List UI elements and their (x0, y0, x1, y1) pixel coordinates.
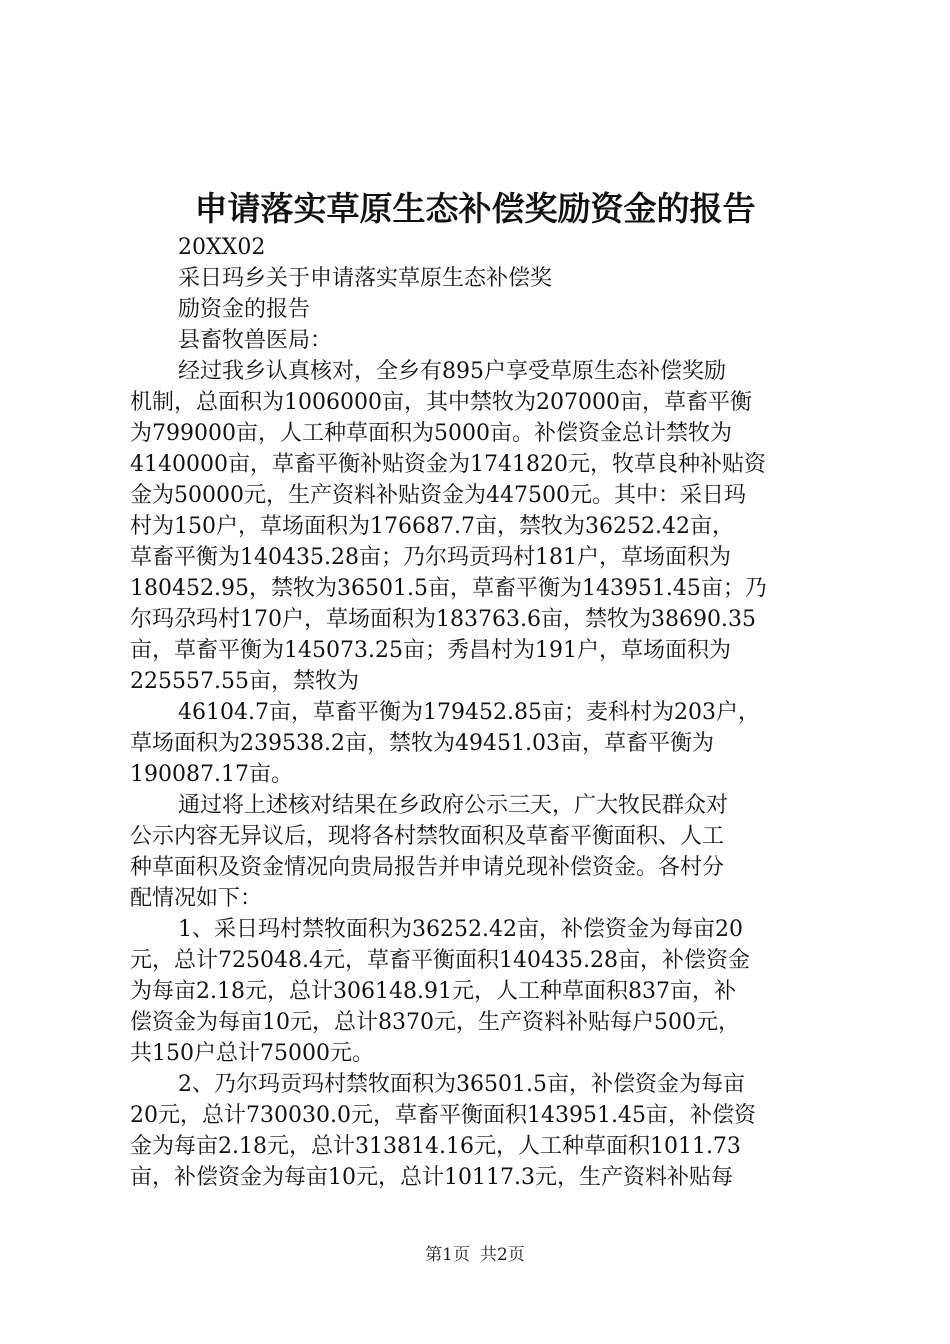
document-body (130, 232, 830, 1193)
body-line: 180452.95，禁牧为36501.5亩，草畜平衡为143951.45亩；乃 (130, 576, 767, 601)
body-line: 4140000亩，草畜平衡补贴资金为1741820元，牧草良种补贴资 (130, 452, 766, 477)
body-line: 46104.7亩，草畜平衡为179452.85亩；麦科村为203户， (178, 700, 760, 725)
document-title: 申请落实草原生态补偿奖励资金的报告 (194, 189, 756, 228)
body-line: 村为150户，草场面积为176687.7亩，禁牧为36252.42亩， (130, 514, 734, 539)
body-line: 励资金的报告 (178, 297, 311, 322)
body-line: 亩，补偿资金为每亩10元，总计10117.3元，生产资料补贴每 (130, 1165, 733, 1190)
page-number-current: 第1页 (425, 1245, 470, 1265)
body-line: 县畜牧兽医局： (178, 328, 333, 353)
page-number-total: 共2页 (480, 1245, 525, 1265)
body-line: 20元，总计730030.0元，草畜平衡面积143951.45亩，补偿资 (130, 1103, 756, 1128)
body-line: 草场面积为239538.2亩，禁牧为49451.03亩，草畜平衡为 (130, 731, 714, 756)
body-line: 公示内容无异议后，现将各村禁牧面积及草畜平衡面积、人工 (130, 824, 725, 849)
body-line: 经过我乡认真核对，全乡有895户享受草原生态补偿奖励 (178, 359, 726, 384)
body-line: 尔玛尕玛村170户，草场面积为183763.6亩，禁牧为38690.35 (130, 607, 756, 632)
body-line: 190087.17亩。 (130, 762, 293, 787)
body-line: 草畜平衡为140435.28亩；乃尔玛贡玛村181户，草场面积为 (130, 545, 731, 570)
body-line: 金为每亩2.18元，总计313814.16元，人工种草面积1011.73 (130, 1134, 741, 1159)
body-line: 配情况如下： (130, 886, 263, 911)
body-line: 1、采日玛村禁牧面积为36252.42亩，补偿资金为每亩20 (178, 917, 743, 942)
body-line: 为每亩2.18元，总计306148.91元，人工种草面积837亩，补 (130, 979, 736, 1004)
body-line: 共150户总计75000元。 (130, 1041, 374, 1066)
body-line: 为799000亩，人工种草面积为5000亩。补偿资金总计禁牧为 (130, 421, 732, 446)
body-line: 通过将上述核对结果在乡政府公示三天，广大牧民群众对 (178, 793, 729, 818)
body-line: 元，总计725048.4元，草畜平衡面积140435.28亩，补偿资金 (130, 948, 750, 973)
body-line: 225557.55亩，禁牧为 (130, 669, 359, 694)
body-line: 种草面积及资金情况向贵局报告并申请兑现补偿资金。各村分 (130, 855, 725, 880)
page-footer (0, 1243, 950, 1267)
body-line: 20XX02 (178, 235, 266, 260)
body-line: 2、乃尔玛贡玛村禁牧面积为36501.5亩，补偿资金为每亩 (178, 1072, 745, 1097)
body-line: 金为50000元，生产资料补贴资金为447500元。其中：采日玛 (130, 483, 746, 508)
body-line: 机制，总面积为1006000亩，其中禁牧为207000亩，草畜平衡 (130, 390, 752, 415)
body-line: 偿资金为每亩10元，总计8370元，生产资料补贴每户500元， (130, 1010, 740, 1035)
body-line: 亩，草畜平衡为145073.25亩；秀昌村为191户，草场面积为 (130, 638, 731, 663)
body-line: 采日玛乡关于申请落实草原生态补偿奖 (178, 266, 553, 291)
